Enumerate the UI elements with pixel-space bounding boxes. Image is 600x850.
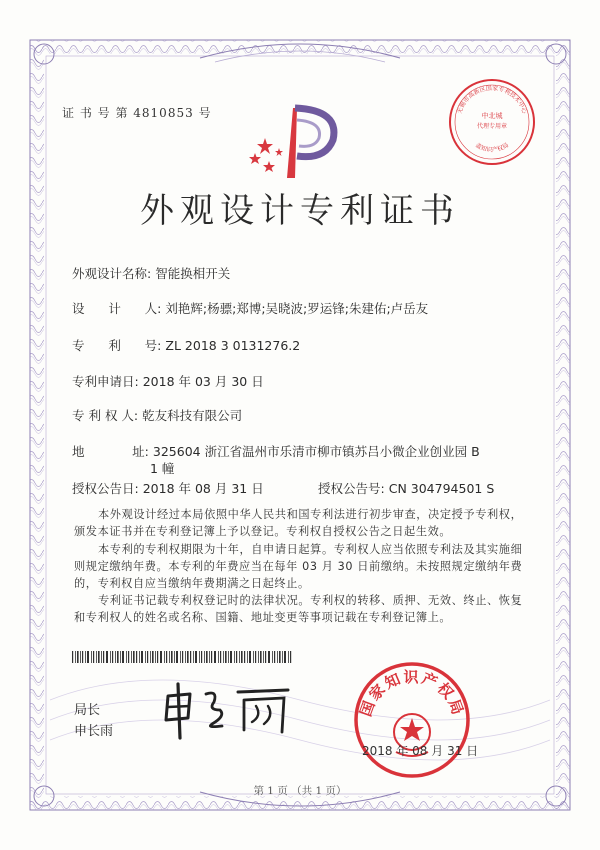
designer-row	[72, 299, 428, 317]
address-line2: 1 幢	[150, 461, 175, 476]
agency-seal-icon	[446, 76, 538, 168]
barcode	[72, 651, 292, 663]
filing-date-label: 专利申请日:	[72, 374, 139, 389]
patentee-label: 专 利 权 人:	[72, 408, 139, 423]
designer-label: 设 计 人:	[72, 301, 162, 316]
patent-number-value: ZL 2018 3 0131276.2	[165, 338, 301, 353]
patentee-value: 乾友科技有限公司	[142, 408, 243, 423]
design-name-row	[72, 264, 230, 282]
agency-seal-center-line1: 中北城	[481, 112, 503, 120]
signature-title: 局长	[74, 703, 101, 718]
design-name-label: 外观设计名称:	[72, 266, 152, 281]
official-seal-text: 国家知识产权局	[356, 668, 468, 719]
grant-date-label: 授权公告日:	[72, 481, 139, 496]
address-row	[72, 442, 480, 460]
grant-date-value: 2018 年 08 月 31 日	[142, 481, 264, 496]
grant-publication-row	[318, 479, 494, 497]
designer-value: 刘艳辉;杨骠;郑博;吴晓波;罗运锋;朱建佑;卢岳友	[165, 301, 429, 316]
grant-publication-label: 授权公告号:	[318, 481, 385, 496]
certificate-title: 外观设计专利证书	[140, 191, 460, 231]
design-name-value: 智能换相开关	[155, 266, 231, 281]
certificate-number-suffix: 号	[198, 106, 212, 120]
handwritten-signature	[160, 676, 300, 746]
signatory-name: 申长雨	[74, 724, 114, 739]
paragraph-grant: 本外观设计经过本局依照中华人民共和国专利法进行初步审查，决定授予专利权，颁发本证书并在专利登记簿上予以登记。专利权自授权公告之日起生效。	[74, 508, 523, 538]
page-number: 第 1 页 （共 1 页）	[253, 785, 347, 797]
certificate-number	[62, 104, 212, 121]
agency-seal-ring-text: 无锡市高新区国家专利技术中心	[456, 84, 528, 115]
agency-seal-center-line2: 代理专用章	[476, 123, 508, 130]
agency-seal-bottom-text: 盖知识产权局	[474, 141, 510, 154]
paragraph-term: 本专利的专利权期限为十年，自申请日起算。专利权人应当依照专利法及其实施细则规定缴纳年费。本专利的年费应当在每年 03 月 30 日前缴纳。未按照规定缴纳年费的，专利权自应当缴纳年费期满之日起终止。	[74, 543, 523, 590]
grant-date-row	[72, 479, 264, 497]
patentee-row	[72, 406, 242, 424]
patent-number-row	[72, 336, 300, 354]
paragraph-record: 专利证书记载专利权登记时的法律状况。专利权的转移、质押、无效、终止、恢复和专利权人的姓名或名称、国籍、地址变更等事项记载在专利登记簿上。	[74, 594, 523, 624]
address-label: 地 址:	[72, 444, 149, 459]
certificate-number-value: 4810853	[133, 106, 194, 120]
filing-date-row	[72, 372, 264, 390]
address-line1: 325604 浙江省温州市乐清市柳市镇苏吕小微企业创业园 B	[152, 444, 480, 459]
patent-office-logo-icon	[245, 98, 345, 183]
issue-date: 2018 年 08 月 31 日	[362, 744, 479, 758]
official-seal-icon	[352, 660, 472, 780]
grant-publication-value: CN 304794501 S	[388, 481, 495, 496]
filing-date-value: 2018 年 03 月 30 日	[142, 374, 264, 389]
patent-number-label: 专 利 号:	[72, 338, 162, 353]
certificate-number-label: 证 书 号 第	[62, 106, 129, 120]
